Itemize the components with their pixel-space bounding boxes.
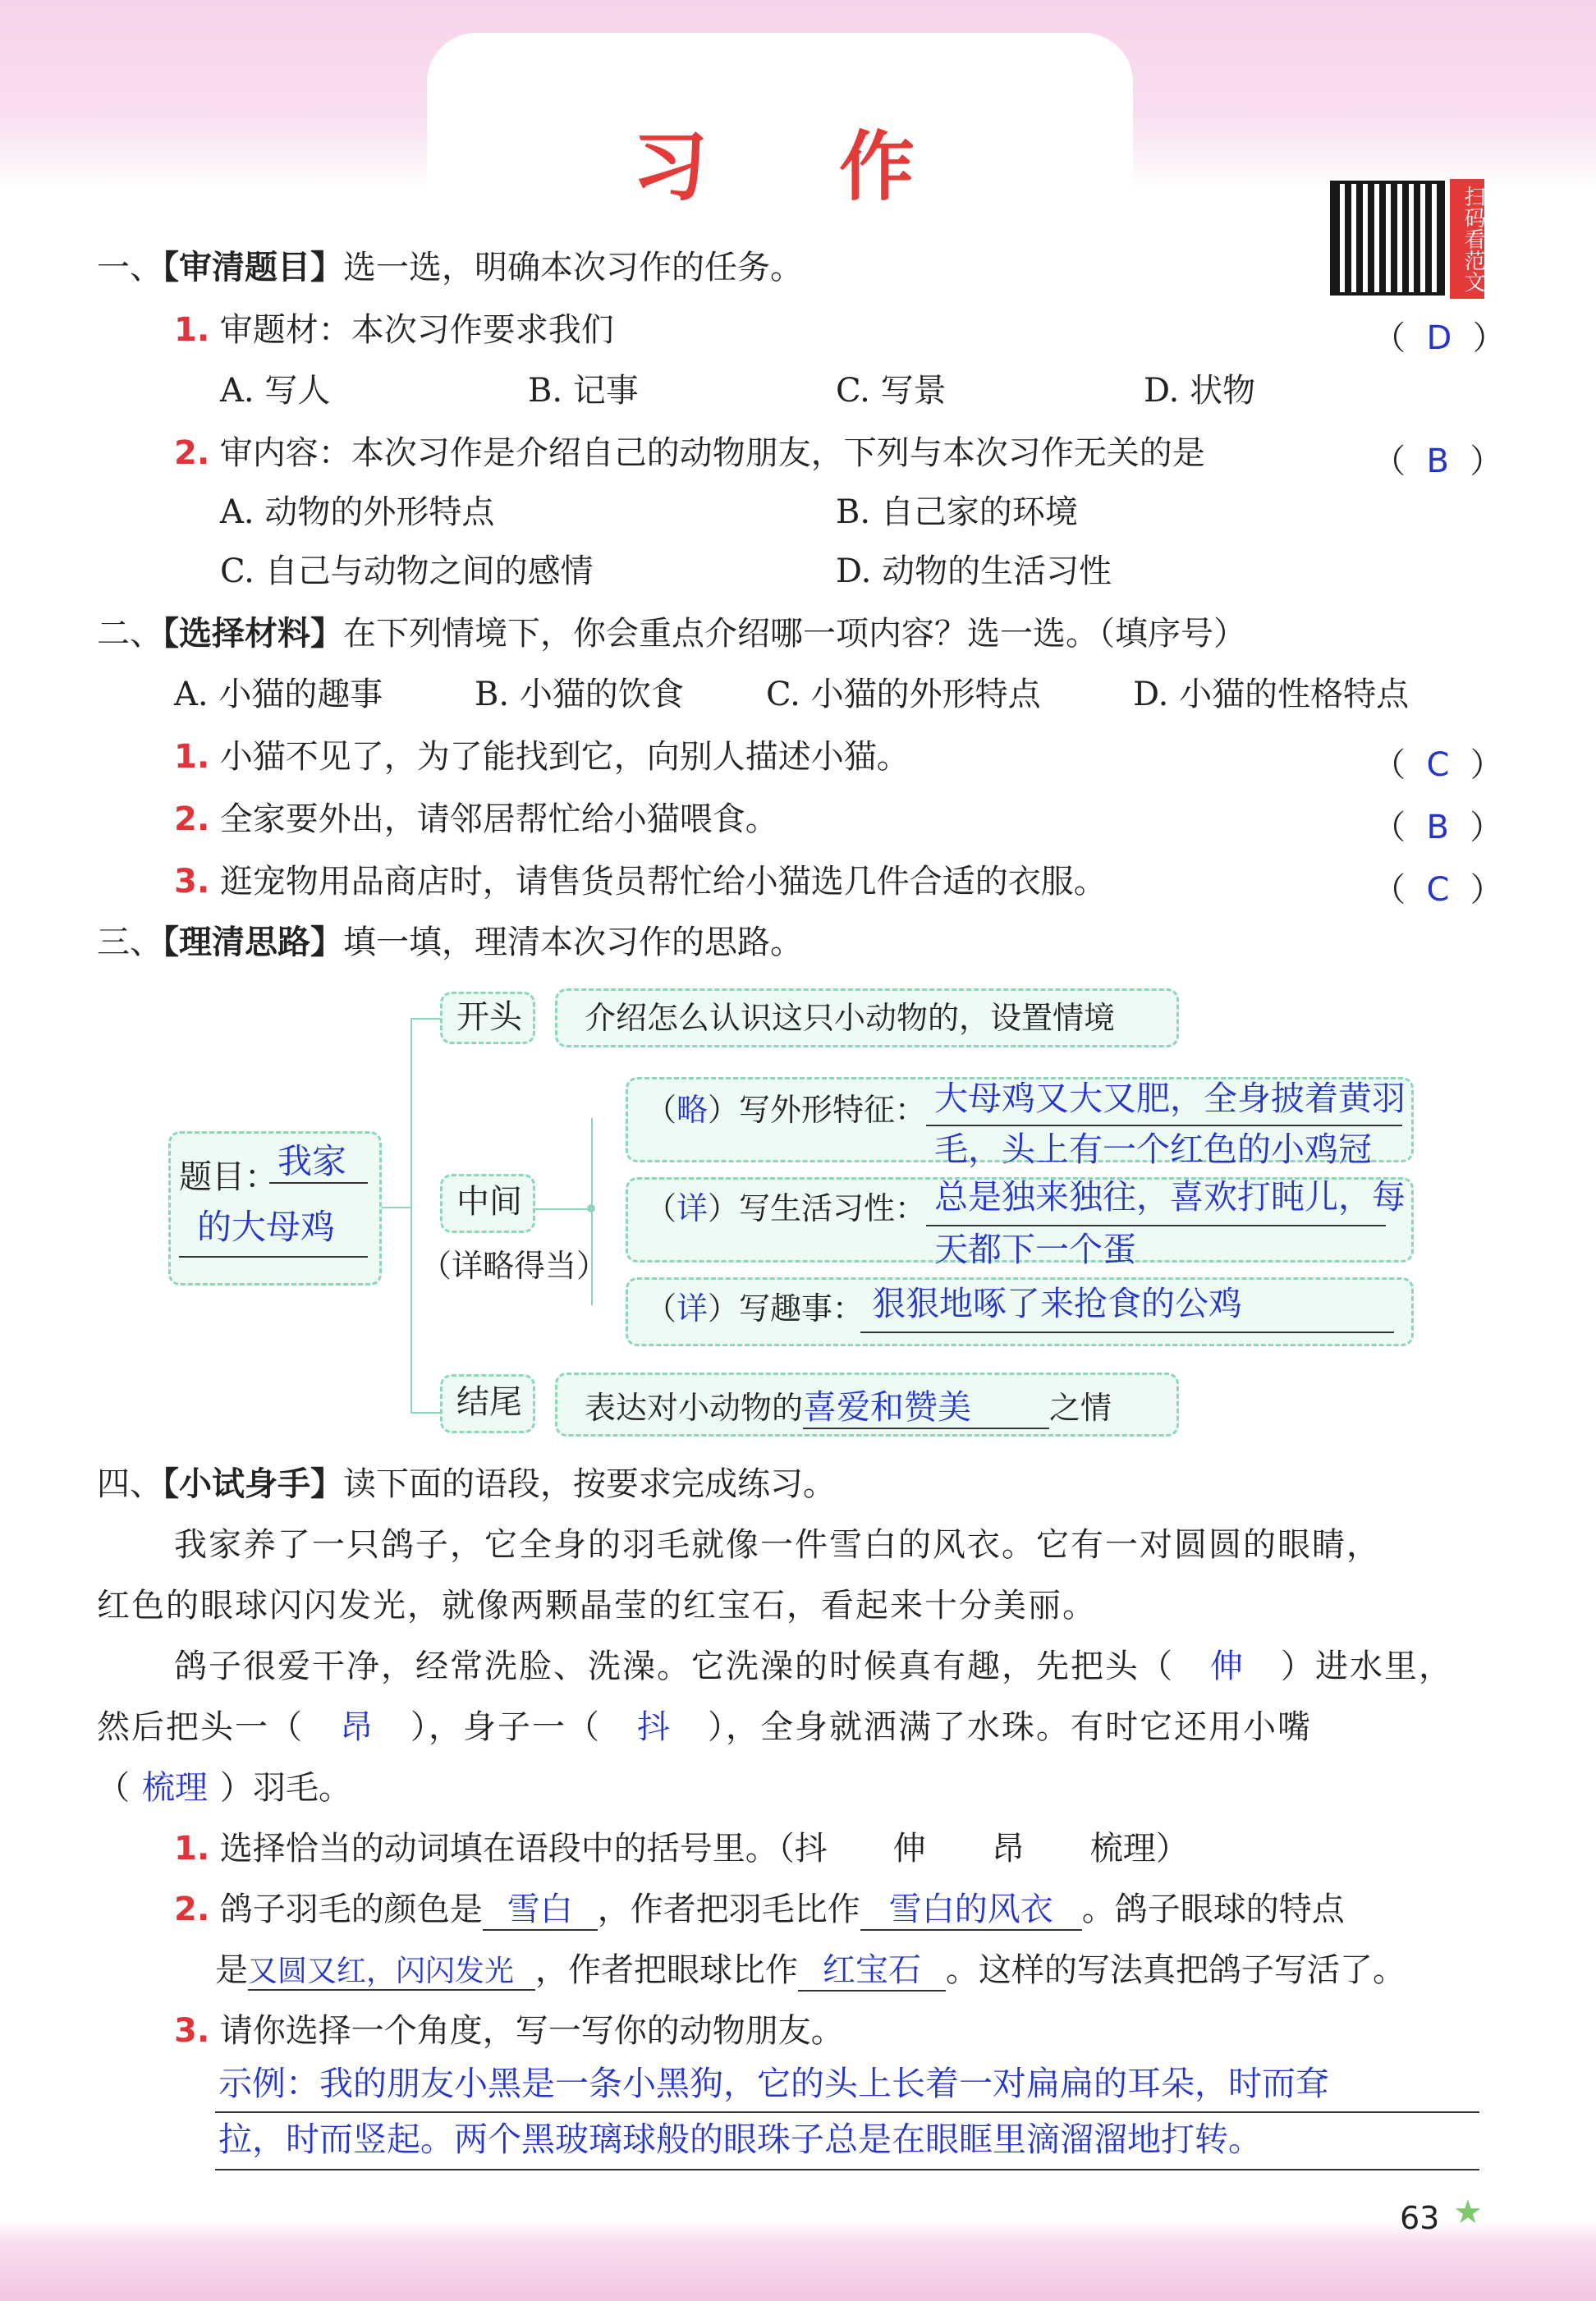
section4-heading: 四、【小试身手】读下面的语段，按要求完成练习。 (97, 1465, 836, 1503)
s2-item-3: 3. 逛宠物用品商店时，请售货员帮忙给小猫选几件合适的衣服。 (174, 863, 1107, 901)
connector-begin (410, 1018, 440, 1020)
s2-item-3-paren[interactable]: （ C ） (1373, 871, 1503, 909)
section3-heading: 三、【理清思路】填一填，理清本次习作的思路。 (97, 924, 803, 961)
s2-item-1-paren[interactable]: （ C ） (1373, 746, 1503, 784)
para2-line1: 鸽子很爱干净，经常洗脸、洗澡。它洗澡的时候真有趣，先把头（ 伸 ）进水里， (174, 1648, 1453, 1685)
s1-q2-option-b: B. 自己家的环境 (836, 493, 1078, 531)
habits-underline (926, 1225, 1386, 1226)
s1-q1-option-b: B. 记事 (528, 372, 639, 410)
s1-q1: 1. 审题材：本次习作要求我们 (174, 311, 614, 349)
s2-option-c: C. 小猫的外形特点 (766, 676, 1041, 713)
appearance-answer-1: 大母鸡又大又肥，全身披着黄羽 (934, 1079, 1406, 1118)
s4-q3: 3. 请你选择一个角度，写一写你的动物朋友。 (174, 2012, 844, 2050)
para1-line1: 我家养了一只鸽子，它全身的羽毛就像一件雪白的风衣。它有一对圆圆的眼睛， (174, 1526, 1381, 1564)
s1-q2-option-a: A. 动物的外形特点 (220, 493, 495, 531)
middle-label: 中间 (456, 1183, 522, 1221)
connector-middle (591, 1118, 626, 1305)
s1-q1-answer: D (1426, 319, 1452, 357)
s1-q1-option-d: D. 状物 (1144, 372, 1256, 410)
s4-q2-line1: 2. 鸽子羽毛的颜色是 雪白 ，作者把羽毛比作 雪白的风衣 。鸽子眼球的特点 (174, 1890, 1345, 1931)
qr-code-icon[interactable] (1330, 181, 1445, 296)
s2-item-3-answer: C (1426, 871, 1450, 909)
end-text: 表达对小动物的喜爱和赞美 之情 (585, 1387, 1112, 1429)
fun-label: （详）写趣事： (645, 1290, 864, 1327)
topic-answer-1: 我家 (277, 1141, 347, 1181)
s1-q2-answer: B (1426, 442, 1449, 480)
habits-answer-2: 天都下一个蛋 (934, 1230, 1136, 1269)
s4-q3-answer-1: 示例：我的朋友小黑是一条小黑狗，它的头上长着一对扁扁的耳朵，时而耷 (218, 2064, 1329, 2103)
s1-q2-option-c: C. 自己与动物之间的感情 (220, 552, 594, 590)
connector-main (410, 1018, 437, 1412)
page-title: 习作 (632, 123, 1047, 211)
s4-q3-answer-2: 拉，时而竖起。两个黑玻璃球般的眼珠子总是在眼眶里滴溜溜地打转。 (218, 2120, 1262, 2159)
s1-q1-option-c: C. 写景 (836, 372, 947, 410)
connector-middle-branch (535, 1208, 591, 1210)
topic-answer-2: 的大母鸡 (197, 1207, 336, 1247)
appearance-label: （略）写外形特征： (645, 1092, 927, 1128)
s2-item-1: 1. 小猫不见了，为了能找到它，向别人描述小猫。 (174, 738, 910, 776)
connector-dot (587, 1204, 595, 1212)
page-number: 63 (1400, 2200, 1440, 2236)
s2-item-2-answer: B (1426, 809, 1449, 846)
s4-q3-underline-2 (215, 2169, 1479, 2170)
habits-label: （详）写生活习性： (645, 1190, 927, 1226)
s2-item-2: 2. 全家要外出，请邻居帮忙给小猫喂食。 (174, 800, 778, 838)
s1-q2: 2. 审内容：本次习作是介绍自己的动物朋友，下列与本次习作无关的是 (174, 434, 1205, 472)
s1-q1-answer-paren[interactable]: （ D ） (1373, 319, 1506, 357)
s1-q2-answer-paren[interactable]: （ B ） (1373, 442, 1503, 480)
connector-end (410, 1412, 440, 1414)
s4-q2-line2: 是又圆又红，闪闪发光 ，作者把眼球比作 红宝石 。这样的写法真把鸽子写活了。 (215, 1950, 1406, 1992)
connector-topic (382, 1207, 411, 1208)
begin-text: 介绍怎么认识这只小动物的，设置情境 (585, 1000, 1116, 1036)
s1-q2-option-d: D. 动物的生活习性 (836, 552, 1112, 590)
s2-option-a: A. 小猫的趣事 (174, 676, 383, 713)
s2-item-1-answer: C (1426, 746, 1450, 784)
topic-underline-2 (179, 1256, 368, 1258)
footer-band (0, 2221, 1596, 2301)
topic-label: 题目： (179, 1158, 277, 1196)
section1-heading: 一、【审清题目】选一选，明确本次习作的任务。 (97, 249, 803, 286)
end-label: 结尾 (456, 1383, 522, 1421)
para2-line3: （ 梳理 ）羽毛。 (97, 1769, 351, 1807)
s2-option-b: B. 小猫的饮食 (475, 676, 684, 713)
topic-underline-1 (269, 1182, 368, 1184)
s4-q3-underline-1 (215, 2111, 1479, 2113)
s2-item-2-paren[interactable]: （ B ） (1373, 809, 1503, 846)
qr-label: 扫码看范文 (1450, 179, 1484, 299)
fun-underline (860, 1332, 1394, 1333)
para1-line2: 红色的眼球闪闪发光，就像两颗晶莹的红宝石，看起来十分美丽。 (97, 1587, 1097, 1625)
star-icon: ★ (1453, 2193, 1483, 2231)
s1-q1-option-a: A. 写人 (220, 372, 331, 410)
begin-label: 开头 (456, 998, 522, 1036)
appearance-underline (926, 1125, 1402, 1126)
s4-q1: 1. 选择恰当的动词填在语段中的括号里。（抖 伸 昂 梳理） (174, 1830, 1189, 1868)
habits-answer-1: 总是独来独往，喜欢打盹儿，每 (934, 1177, 1406, 1217)
para2-line2: 然后把头一（ 昂 ），身子一（ 抖 ），全身就洒满了水珠。有时它还用小嘴 (97, 1708, 1312, 1746)
s2-option-d: D. 小猫的性格特点 (1133, 676, 1410, 713)
middle-note: （详略得当） (420, 1248, 608, 1284)
section2-heading: 二、【选择材料】在下列情境下，你会重点介绍哪一项内容？选一选。（填序号） (97, 615, 1246, 653)
fun-answer: 狠狠地啄了来抢食的公鸡 (872, 1284, 1242, 1323)
appearance-answer-2: 毛，头上有一个红色的小鸡冠 (934, 1130, 1372, 1169)
